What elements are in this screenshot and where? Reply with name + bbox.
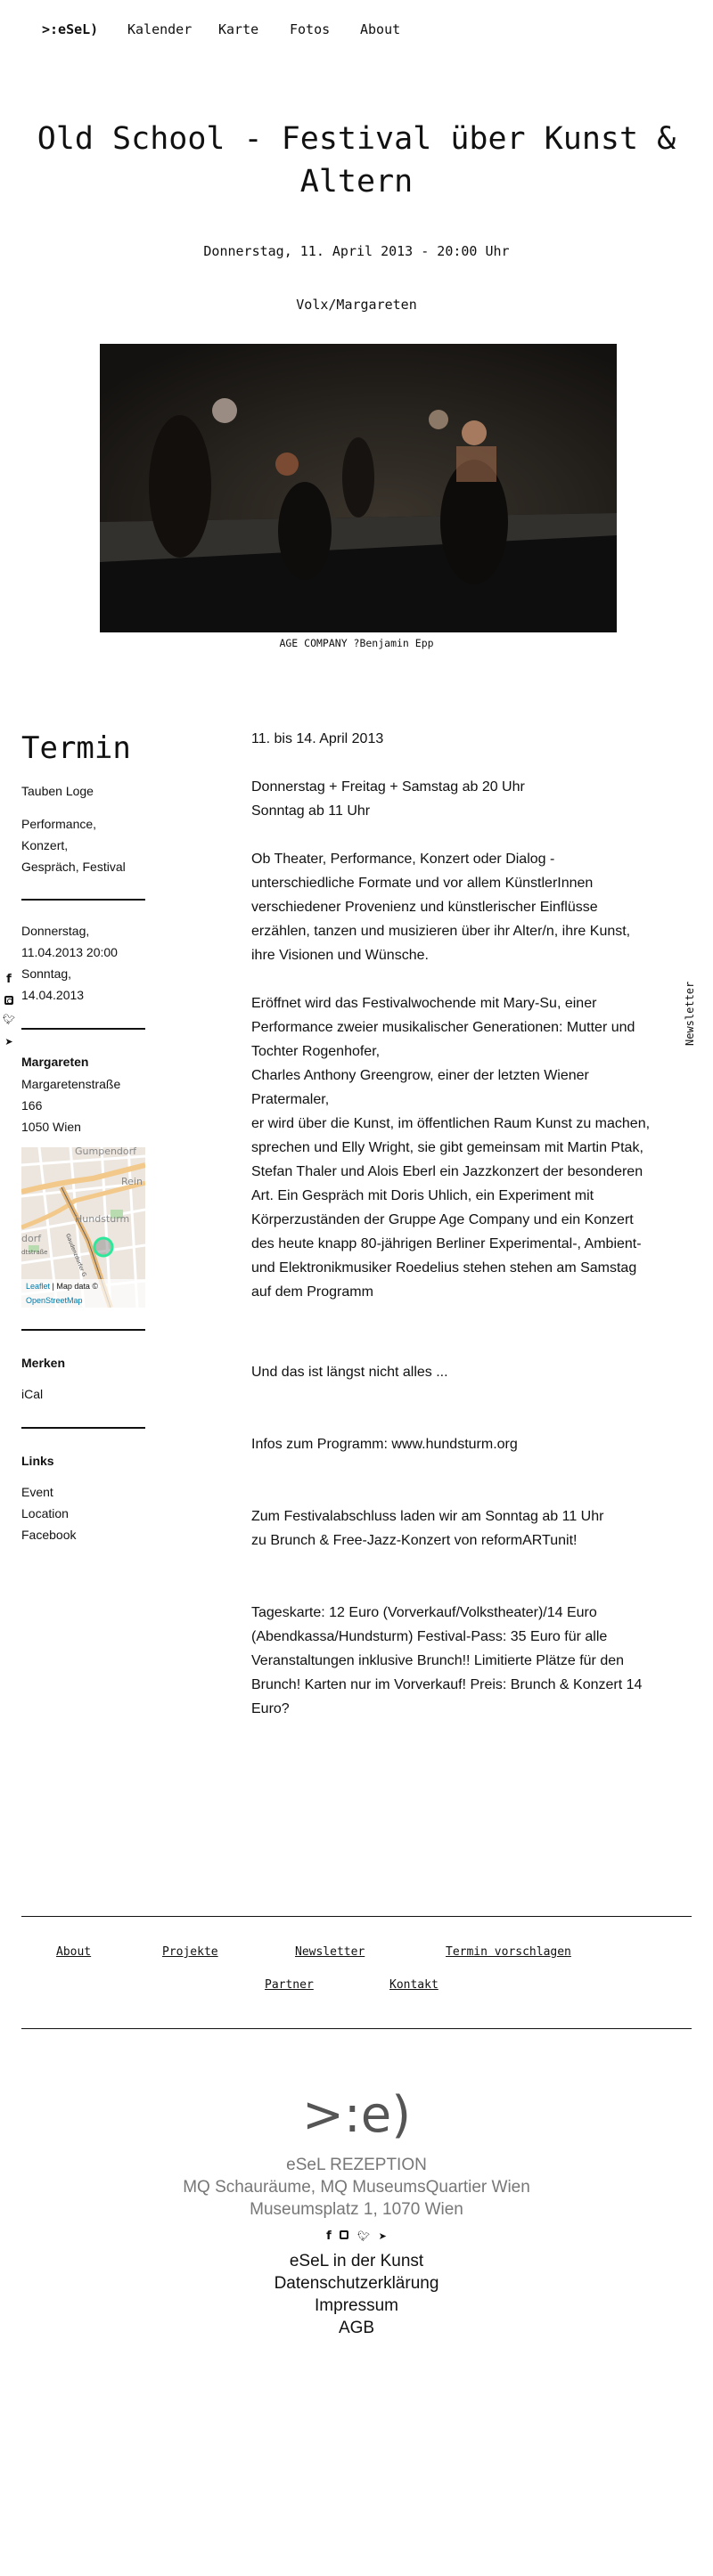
footer-link-impressum[interactable]: Impressum: [315, 2296, 398, 2315]
map-label: dtstraße: [21, 1249, 48, 1256]
paragraph: Und das ist längst nicht alles ...: [251, 1365, 448, 1380]
footer-link-kontakt[interactable]: Kontakt: [389, 1978, 438, 1992]
paragraph: Donnerstag + Freitag + Samstag ab 20 Uhr Sonntag ab 11 Uhr: [251, 779, 525, 819]
site-logo[interactable]: >:eSeL): [42, 21, 99, 37]
footer-logo: >:e): [301, 2086, 412, 2144]
address-number: 166: [21, 1098, 43, 1113]
map-label: Gaudenzdorfer G: [64, 1233, 87, 1278]
paragraph: Zum Festivalabschluss laden wir am Sonntag ab 11 Uhr zu Brunch & Free-Jazz-Konzert von reformARTunit!: [251, 1509, 604, 1548]
divider: [21, 899, 145, 901]
paragraph: 11. bis 14. April 2013: [251, 731, 384, 746]
ical-link[interactable]: iCal: [21, 1387, 44, 1401]
footer-link-termin-vorschlagen[interactable]: Termin vorschlagen: [446, 1945, 571, 1959]
footer-link-newsletter[interactable]: Newsletter: [295, 1945, 365, 1959]
event-venue: Volx/Margareten: [296, 297, 417, 313]
end-date: 14.04.2013: [21, 988, 85, 1002]
map-attribution: [21, 1279, 145, 1308]
photo-caption: AGE COMPANY ?Benjamin Epp: [279, 637, 434, 649]
map-label: dorf: [21, 1233, 42, 1244]
telegram-icon[interactable]: ➤: [378, 2231, 387, 2242]
footer-link-about[interactable]: About: [56, 1945, 92, 1959]
save-heading: Merken: [21, 1356, 66, 1370]
leaflet-link[interactable]: Leaflet: [26, 1282, 51, 1291]
divider: [21, 1329, 145, 1331]
newsletter-tab-label: Newsletter: [684, 981, 696, 1046]
footer-social: [0, 2229, 713, 2243]
instagram-icon[interactable]: [4, 996, 13, 1005]
footer-divider: [21, 1916, 692, 1917]
paragraph: Ob Theater, Performance, Konzert oder Dialog - unterschiedliche Formate und vor allem KünstlerInnen verschiedener Provenienz und künstlerischer Einflüsse erzählen, tanzen und musizieren über ihr Alter/n, ihre Kunst, ihre Visionen und Wünsche.: [251, 852, 631, 963]
start-datetime: 11.04.2013 20:00: [21, 945, 118, 959]
category: Performance,: [21, 817, 97, 831]
venue-name[interactable]: Margareten: [21, 1055, 89, 1069]
address-street: Margaretenstraße: [21, 1077, 121, 1091]
nav-karte[interactable]: Karte: [218, 21, 259, 37]
social-bar: [0, 969, 18, 1058]
link-location[interactable]: Location: [21, 1506, 69, 1520]
footer-address: [0, 2154, 713, 2221]
category: Konzert,: [21, 838, 69, 852]
paragraph: Infos zum Programm: www.hundsturm.org: [251, 1437, 518, 1452]
event-description: [251, 727, 652, 1721]
external-links: [21, 1481, 146, 1545]
footer-links: [0, 2250, 713, 2339]
paragraph: Tageskarte: 12 Euro (Vorverkauf/Volkstheater)/14 Euro (Abendkassa/Hundsturm) Festival-Pass: 35 Euro für alle Veranstaltungen inklusive Brunch!! Limitierte Plätze für den Brunch! Karten nur im Vorverkauf! Preis: Brunch & Konzert 14 Euro?: [251, 1605, 643, 1716]
link-event[interactable]: Event: [21, 1485, 53, 1499]
twitter-icon[interactable]: 🐦︎: [357, 2231, 371, 2242]
footer-link-datenschutz[interactable]: Datenschutzerklärung: [274, 2274, 439, 2293]
footer-link-agb[interactable]: AGB: [338, 2319, 375, 2337]
event-dates: [21, 920, 146, 1006]
instagram-icon[interactable]: [340, 2230, 348, 2239]
dancers-image: [100, 344, 617, 632]
address-city: 1050 Wien: [21, 1120, 81, 1134]
osm-link[interactable]: OpenStreetMap: [26, 1296, 83, 1305]
links-heading: Links: [21, 1454, 54, 1468]
address-line: Museumsplatz 1, 1070 Wien: [250, 2200, 463, 2219]
twitter-icon[interactable]: 🐦︎: [3, 1015, 15, 1025]
divider: [21, 1028, 145, 1030]
facebook-icon[interactable]: f: [326, 2230, 332, 2243]
end-day: Sonntag,: [21, 966, 72, 981]
categories: [21, 813, 146, 877]
newsletter-tab[interactable]: [663, 980, 713, 1051]
nav-fotos[interactable]: Fotos: [290, 21, 331, 37]
attribution-text: | Map data ©: [50, 1282, 99, 1291]
category: Gespräch, Festival: [21, 860, 126, 874]
start-day: Donnerstag,: [21, 924, 90, 938]
nav-about[interactable]: About: [360, 21, 401, 37]
telegram-icon[interactable]: ➤: [4, 1037, 13, 1048]
address-line: eSeL REZEPTION: [286, 2156, 427, 2174]
divider: [21, 1427, 145, 1429]
footer-divider: [21, 2028, 692, 2029]
map-label: Gumpendorf: [75, 1147, 137, 1157]
map-label: Hundsturm: [75, 1213, 130, 1225]
footer-link-projekte[interactable]: Projekte: [162, 1945, 218, 1959]
footer-link-esel-in-der-kunst[interactable]: eSeL in der Kunst: [289, 2252, 424, 2270]
event-photo: [100, 344, 617, 632]
event-datetime: Donnerstag, 11. April 2013 - 20:00 Uhr: [203, 243, 510, 259]
location-map[interactable]: [21, 1147, 145, 1308]
facebook-icon[interactable]: f: [6, 973, 12, 986]
paragraph: Eröffnet wird das Festivalwochende mit Mary-Su, einer Performance zweier musikalischer Generationen: Mutter und Tochter Rogenhofer, Charles Anthony Greengrow, einer der letzten Wiener Pratermaler, er wird über die Kunst, im öffentlichen Raum Kunst zu machen, sprechen und Elly Wright, sie gibt gemeinsam mit Martin Ptak, Stefan Thaler und Alois Eberl ein Jazzkonzert der besonderen Art. Ein Gespräch mit Doris Uhlich, ein Experiment mit Körperzuständen der Gruppe Age Company und ein Konzert des heute knapp 80-jährigen Berliner Experimental-, Ambient- und Elektronikmusiker Roedelius stehen stehen am Samstag auf dem Programm: [251, 996, 651, 1300]
link-facebook[interactable]: Facebook: [21, 1528, 77, 1542]
nav-kalender[interactable]: Kalender: [127, 21, 193, 37]
address-line: MQ Schauräume, MQ MuseumsQuartier Wien: [183, 2178, 530, 2197]
page-title: Old School - Festival über Kunst & Altern: [37, 121, 676, 200]
map-label: Rein: [121, 1176, 143, 1187]
location-name: Tauben Loge: [21, 784, 94, 798]
venue-address: [21, 1073, 146, 1137]
sidebar-heading: Termin: [21, 730, 131, 766]
footer-link-partner[interactable]: Partner: [265, 1978, 314, 1992]
